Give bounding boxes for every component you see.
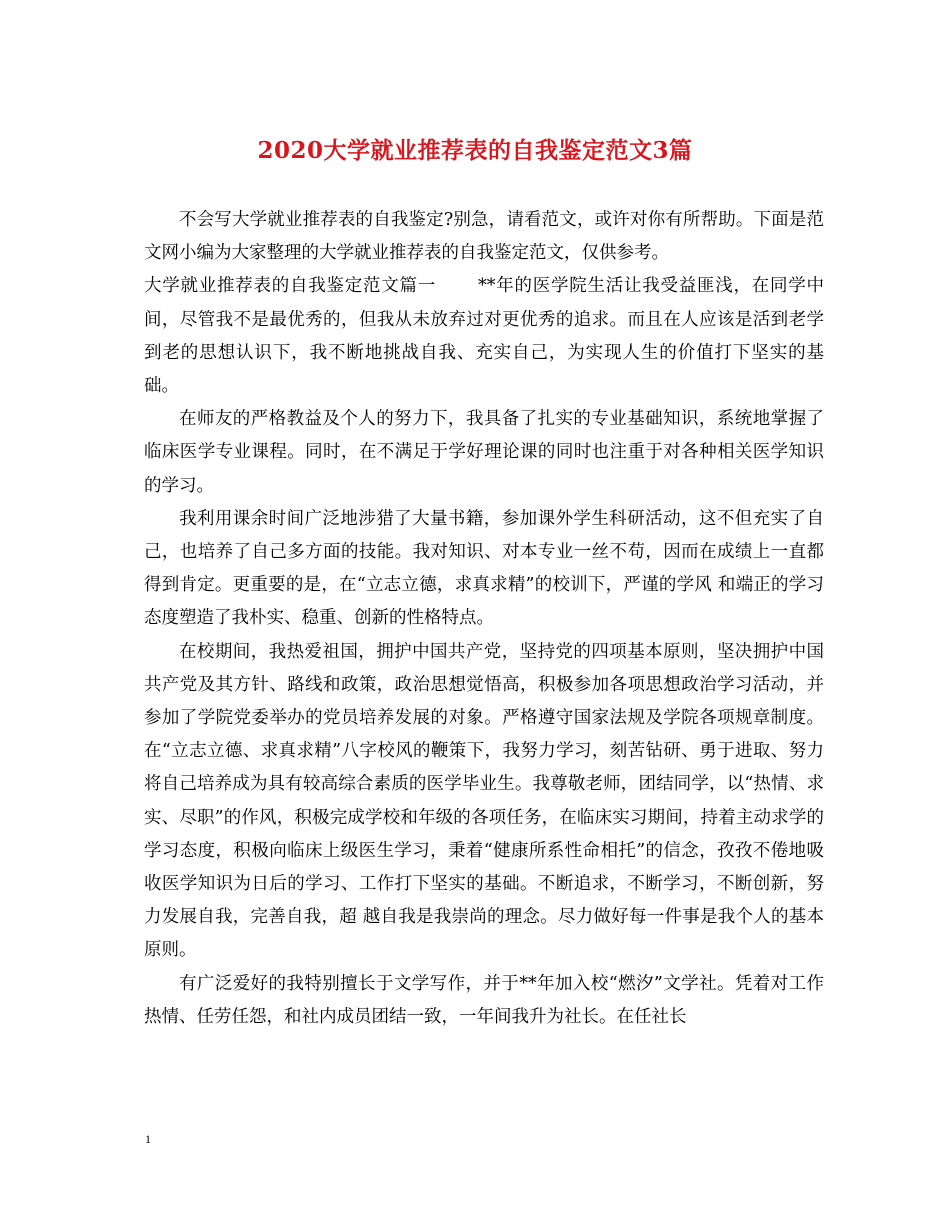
page-number: 1 bbox=[145, 1132, 151, 1146]
document-title: 2020大学就业推荐表的自我鉴定范文3篇 bbox=[257, 137, 693, 164]
document-body bbox=[144, 204, 824, 1034]
body-paragraph: 在师友的严格教益及个人的努力下，我具备了扎实的专业基础知识，系统地掌握了临床医学专业课程。同时，在不满足于学好理论课的同时也注重于对各种相关医学知识的学习。 bbox=[144, 409, 824, 496]
body-paragraph: 有广泛爱好的我特别擅长于文学写作，并于**年加入校“燃汐”文学社。凭着对工作 热情、任劳任怨，和社内成员团结一致，一年间我升为社长。在任社长 bbox=[144, 973, 824, 1027]
section-first-text: **年的医学院生活让我受益匪浅，在同学中间，尽管我不是最优秀的，但我从未放弃过对更优秀的追求。而且在人应该是活到老学到老的思想认识下，我不断地挑战自我、充实自己，为实现人生的价值打下坚实的基础。 bbox=[144, 276, 824, 397]
section-one-paragraph bbox=[144, 270, 824, 403]
body-paragraph: 我利用课余时间广泛地涉猎了大量书籍，参加课外学生科研活动，这不但充实了自己，也培养了自己多方面的技能。我对知识、对本专业一丝不苟，因而在成绩上一直都得到肯定。更重要的是，在“立志立德，求真求精”的校训下，严谨的学风 和端正的学习态度塑造了我朴实、稳重、创新的性格特点。 bbox=[144, 508, 824, 629]
section-heading: 大学就业推荐表的自我鉴定范文篇一 bbox=[144, 276, 436, 297]
intro-paragraph: 不会写大学就业推荐表的自我鉴定?别急，请看范文，或许对你有所帮助。下面是范文网小编为大家整理的大学就业推荐表的自我鉴定范文，仅供参考。 bbox=[144, 210, 824, 264]
body-paragraph: 在校期间，我热爱祖国，拥护中国共产党，坚持党的四项基本原则，坚决拥护中国 共产党及其方针、路线和政策，政治思想觉悟高，积极参加各项思想政治学习活动，并参加了学院党委举办的党员培养发展的对象。严格遵守国家法规及学院各项规章制度。在“立志立德、求真求精”八字校风的鞭策下，我努力学习，刻苦钻研、勇于进取、努力将自己培养成为具有较高综合素质的医学毕业生。我尊敬老师，团结同学，以“热情、求实、尽职”的作风，积极完成学校和年级的各项任务，在临床实习期间，持着主动求学的学习态度，积极向临床上级医生学习，秉着“健康所系性命相托”的信念，孜孜不倦地吸收医学知识为日后的学习、工作打下坚实的基础。不断追求，不断学习，不断创新，努力发展自我，完善自我，超 越自我是我崇尚的理念。尽力做好每一件事是我个人的基本原则。 bbox=[144, 641, 824, 961]
